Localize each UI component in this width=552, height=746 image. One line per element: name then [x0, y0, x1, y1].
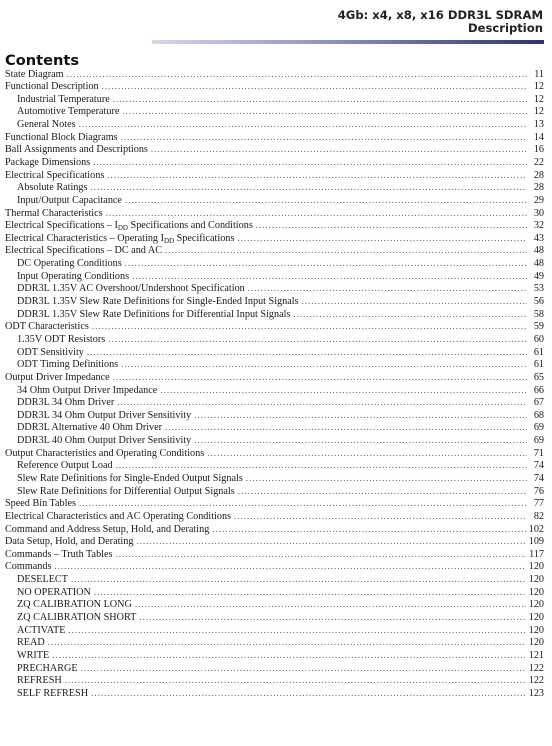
toc-dot-leader	[237, 232, 527, 245]
toc-entry-page-number: 29	[533, 194, 544, 206]
toc-entry[interactable]	[5, 384, 544, 397]
toc-dot-leader	[132, 270, 527, 283]
toc-entry-page-number: 12	[533, 106, 544, 118]
toc-entry-page-number: 61	[533, 359, 544, 371]
toc-entry-page-number: 32	[533, 220, 544, 232]
toc-entry-page-number: 12	[533, 81, 544, 93]
toc-entry[interactable]	[5, 346, 544, 359]
toc-entry[interactable]	[5, 674, 544, 687]
toc-entry-label: Electrical Specifications	[5, 169, 105, 181]
toc-entry-page-number: 74	[533, 473, 544, 484]
toc-entry[interactable]	[5, 257, 544, 270]
toc-entry[interactable]	[5, 510, 544, 523]
toc-entry[interactable]	[5, 93, 544, 106]
toc-entry-label: Input Operating Conditions	[17, 270, 130, 282]
toc-dot-leader	[52, 649, 525, 662]
toc-dot-leader	[165, 244, 527, 257]
toc-entry-label: Slew Rate Definitions for Differential Output Signals	[17, 485, 235, 497]
toc-entry[interactable]	[5, 244, 544, 257]
toc-entry[interactable]	[5, 282, 544, 295]
toc-entry[interactable]	[5, 308, 544, 321]
toc-entry-page-number: 30	[533, 207, 544, 219]
toc-entry-page-number: 48	[533, 245, 544, 257]
toc-entry-label: Command and Address Setup, Hold, and Derating	[5, 523, 210, 535]
toc-entry[interactable]	[5, 270, 544, 283]
toc-dot-leader	[234, 510, 527, 523]
toc-entry-label: ACTIVATE	[17, 624, 66, 636]
header-rule	[152, 40, 544, 44]
toc-entry-label: Output Characteristics and Operating Conditions	[5, 447, 205, 459]
toc-entry[interactable]	[5, 485, 544, 498]
toc-dot-leader	[79, 497, 527, 510]
toc-dot-leader	[248, 282, 527, 295]
toc-dot-leader	[107, 169, 527, 182]
toc-dot-leader	[194, 434, 527, 447]
toc-dot-leader	[151, 143, 527, 156]
toc-dot-leader	[125, 194, 527, 207]
toc-entry-label: Ball Assignments and Descriptions	[5, 144, 148, 156]
toc-dot-leader	[136, 535, 525, 548]
toc-entry-label: ODT Characteristics	[5, 321, 89, 333]
toc-entry[interactable]	[5, 207, 544, 220]
toc-entry[interactable]	[5, 586, 544, 599]
toc-entry[interactable]	[5, 598, 544, 611]
toc-dot-leader	[165, 421, 527, 434]
toc-entry-label: Package Dimensions	[5, 156, 91, 168]
toc-entry-page-number: 120	[528, 561, 544, 573]
toc-entry-label: Functional Block Diagrams	[5, 131, 118, 143]
toc-entry[interactable]	[5, 472, 544, 485]
toc-entry-page-number: 102	[528, 523, 544, 535]
toc-dot-leader	[302, 295, 527, 308]
toc-dot-leader	[135, 598, 526, 611]
toc-dot-leader	[48, 636, 526, 649]
toc-entry-page-number: 123	[528, 687, 544, 699]
header-title: 4Gb: x4, x8, x16 DDR3L SDRAM	[337, 8, 543, 22]
toc-dot-leader	[113, 371, 527, 384]
toc-entry-label: DDR3L Alternative 40 Ohm Driver	[17, 422, 163, 434]
toc-dot-leader	[81, 662, 526, 675]
toc-entry-page-number: 69	[533, 422, 544, 434]
toc-entry-label: DDR3L 40 Ohm Output Driver Sensitivity	[17, 435, 192, 447]
toc-dot-leader	[139, 611, 525, 624]
toc-dot-leader	[93, 156, 527, 169]
toc-dot-leader	[212, 523, 525, 536]
toc-entry-page-number: 12	[533, 93, 544, 105]
toc-entry[interactable]	[5, 333, 544, 346]
toc-entry[interactable]	[5, 295, 544, 308]
toc-entry-page-number: 109	[528, 536, 544, 548]
toc-entry[interactable]	[5, 409, 544, 422]
toc-entry-label: 34 Ohm Output Driver Impedance	[17, 384, 158, 396]
toc-entry[interactable]	[5, 611, 544, 624]
toc-entry-label: DDR3L 1.35V AC Overshoot/Undershoot Specification	[17, 283, 245, 295]
toc-entry-page-number: 120	[528, 599, 544, 611]
toc-entry-page-number: 13	[533, 119, 544, 131]
contents-heading: Contents	[5, 52, 80, 69]
toc-dot-leader	[256, 219, 527, 232]
toc-entry[interactable]	[5, 118, 544, 131]
toc-entry-page-number: 61	[533, 346, 544, 358]
toc-entry-label: DDR3L 1.35V Slew Rate Definitions for Single-Ended Input Signals	[17, 296, 299, 308]
toc-entry[interactable]	[5, 131, 544, 144]
toc-dot-leader	[106, 207, 527, 220]
toc-entry[interactable]	[5, 459, 544, 472]
toc-entry-page-number: 120	[528, 637, 544, 649]
toc-entry-page-number: 53	[533, 283, 544, 295]
toc-entry-page-number: 66	[533, 384, 544, 396]
toc-dot-leader	[121, 131, 527, 144]
toc-entry[interactable]	[5, 181, 544, 194]
toc-dot-leader	[117, 396, 527, 409]
toc-entry-page-number: 82	[533, 510, 544, 522]
toc-entry-label: ODT Sensitivity	[17, 346, 84, 358]
toc-entry-page-number: 120	[528, 612, 544, 624]
toc-entry-label: WRITE	[17, 649, 50, 661]
toc-entry-label: State Diagram	[5, 68, 64, 80]
toc-entry-label: Industrial Temperature	[17, 93, 110, 105]
toc-entry[interactable]	[5, 371, 544, 384]
toc-dot-leader	[71, 573, 526, 586]
toc-dot-leader	[160, 384, 527, 397]
toc-entry-page-number: 69	[533, 435, 544, 447]
toc-dot-leader	[122, 105, 527, 118]
toc-entry-label: Absolute Ratings	[17, 182, 88, 194]
toc-entry[interactable]	[5, 105, 544, 118]
toc-entry-label: DC Operating Conditions	[17, 258, 122, 270]
toc-entry[interactable]	[5, 156, 544, 169]
toc-entry-page-number: 122	[528, 662, 544, 674]
toc-entry-label: ODT Timing Definitions	[17, 359, 119, 371]
toc-dot-leader	[65, 674, 526, 687]
toc-entry-page-number: 65	[533, 371, 544, 383]
toc-entry-page-number: 56	[533, 296, 544, 308]
toc-entry[interactable]	[5, 548, 544, 561]
toc-dot-leader	[94, 586, 526, 599]
toc-entry-page-number: 16	[533, 144, 544, 156]
toc-entry-subscript: DD	[117, 224, 128, 233]
toc-entry-page-number: 122	[528, 675, 544, 687]
toc-entry-page-number: 117	[529, 548, 544, 560]
toc-entry[interactable]	[5, 662, 544, 675]
toc-dot-leader	[90, 181, 527, 194]
toc-entry-page-number: 28	[533, 169, 544, 181]
toc-entry[interactable]	[5, 535, 544, 548]
toc-dot-leader	[113, 93, 527, 106]
toc-entry-label: REFRESH	[17, 675, 62, 687]
toc-entry[interactable]	[5, 649, 544, 662]
toc-entry[interactable]	[5, 636, 544, 649]
toc-entry-page-number: 120	[528, 586, 544, 598]
toc-entry-label: PRECHARGE	[17, 662, 78, 674]
toc-entry-subscript: DD	[163, 236, 175, 245]
toc-entry-page-number: 76	[533, 485, 544, 497]
toc-entry-label: Functional Description	[5, 81, 99, 93]
toc-entry[interactable]	[5, 68, 544, 81]
toc-dot-leader	[116, 459, 527, 472]
header-subtitle: Description	[468, 21, 543, 35]
toc-entry-label: READ	[17, 637, 45, 649]
toc-dot-leader	[92, 320, 527, 333]
toc-entry-page-number: 14	[533, 131, 544, 143]
toc-entry-label: DDR3L 1.35V Slew Rate Definitions for Differential Input Signals	[17, 308, 291, 320]
toc-entry[interactable]	[5, 358, 544, 371]
toc-entry[interactable]	[5, 523, 544, 536]
toc-entry-label: Speed Bin Tables	[5, 498, 76, 510]
toc-dot-leader	[102, 80, 527, 93]
toc-entry[interactable]	[5, 624, 544, 637]
toc-entry-page-number: 58	[533, 308, 544, 320]
toc-entry[interactable]	[5, 447, 544, 460]
toc-entry[interactable]	[5, 396, 544, 409]
toc-entry-page-number: 48	[533, 258, 544, 270]
toc-entry-page-number: 59	[533, 321, 544, 333]
toc-dot-leader	[108, 333, 527, 346]
toc-entry-label: Data Setup, Hold, and Derating	[5, 536, 134, 548]
toc-entry-label: ZQ CALIBRATION LONG	[17, 599, 132, 611]
toc-entry[interactable]	[5, 421, 544, 434]
toc-entry-page-number: 68	[533, 409, 544, 421]
toc-dot-leader	[125, 257, 527, 270]
toc-dot-leader	[121, 358, 527, 371]
toc-entry-label: Electrical Characteristics and AC Operating Conditions	[5, 510, 232, 522]
toc-entry-label: Automotive Temperature	[17, 106, 120, 118]
toc-entry-label: Slew Rate Definitions for Single-Ended Output Signals	[17, 473, 243, 484]
toc-entry[interactable]	[5, 232, 544, 245]
toc-dot-leader	[207, 447, 527, 460]
toc-dot-leader	[91, 687, 526, 700]
toc-dot-leader	[194, 409, 527, 422]
toc-dot-leader	[293, 308, 527, 321]
toc-entry[interactable]	[5, 560, 544, 573]
toc-dot-leader	[116, 548, 527, 561]
toc-entry-page-number: 11	[534, 68, 544, 80]
toc-entry[interactable]	[5, 80, 544, 93]
toc-dot-leader	[87, 346, 527, 359]
toc-entry-page-number: 120	[528, 574, 544, 586]
toc-entry-label: DESELECT	[17, 574, 68, 586]
toc-entry[interactable]	[5, 687, 544, 700]
toc-entry-page-number: 22	[533, 156, 544, 168]
toc-entry-label: DDR3L 34 Ohm Output Driver Sensitivity	[17, 409, 192, 421]
toc-entry-label: Input/Output Capacitance	[17, 194, 122, 206]
toc-entry-page-number: 67	[533, 397, 544, 409]
toc-entry-page-number: 120	[528, 624, 544, 636]
table-of-contents	[5, 68, 544, 700]
toc-dot-leader	[246, 472, 527, 485]
toc-entry[interactable]	[5, 497, 544, 510]
toc-entry-label: Commands	[5, 561, 52, 573]
toc-entry-label: Electrical Specifications – DC and AC	[5, 245, 163, 257]
toc-entry-page-number: 43	[533, 232, 544, 244]
toc-entry[interactable]	[5, 169, 544, 182]
toc-entry-label: Commands – Truth Tables	[5, 548, 113, 560]
toc-entry[interactable]	[5, 434, 544, 447]
toc-entry-page-number: 77	[533, 498, 544, 510]
toc-entry-label: General Notes	[17, 119, 76, 131]
toc-entry-label: Reference Output Load	[17, 460, 113, 472]
toc-entry-page-number: 49	[533, 270, 544, 282]
toc-entry-label: 1.35V ODT Resistors	[17, 333, 106, 345]
toc-entry-page-number: 28	[533, 182, 544, 194]
toc-entry[interactable]	[5, 143, 544, 156]
toc-entry-label: Output Driver Impedance	[5, 371, 110, 383]
toc-entry-page-number: 71	[533, 447, 544, 459]
toc-entry-page-number: 60	[533, 333, 544, 345]
toc-entry-label: Thermal Characteristics	[5, 207, 103, 219]
toc-dot-leader	[68, 624, 525, 637]
toc-entry-label: Electrical Characteristics – Operating $I_{DD}$ Specifications	[5, 232, 235, 245]
toc-entry[interactable]	[5, 320, 544, 333]
toc-entry-label: NO OPERATION	[17, 586, 91, 598]
toc-entry-label: SELF REFRESH	[17, 687, 89, 699]
toc-dot-leader	[79, 118, 527, 131]
toc-entry-page-number: 121	[528, 649, 544, 661]
toc-entry[interactable]	[5, 194, 544, 207]
toc-entry-page-number: 74	[533, 460, 544, 472]
toc-entry-label: Electrical Specifications – $I_{DD}$ Specifications and Conditions	[5, 220, 253, 233]
toc-entry-label: DDR3L 34 Ohm Driver	[17, 397, 115, 409]
toc-dot-leader	[238, 485, 527, 498]
toc-dot-leader	[54, 560, 525, 573]
toc-entry-label: ZQ CALIBRATION SHORT	[17, 612, 137, 624]
toc-entry[interactable]	[5, 219, 544, 232]
toc-entry[interactable]	[5, 573, 544, 586]
toc-dot-leader	[67, 68, 527, 81]
